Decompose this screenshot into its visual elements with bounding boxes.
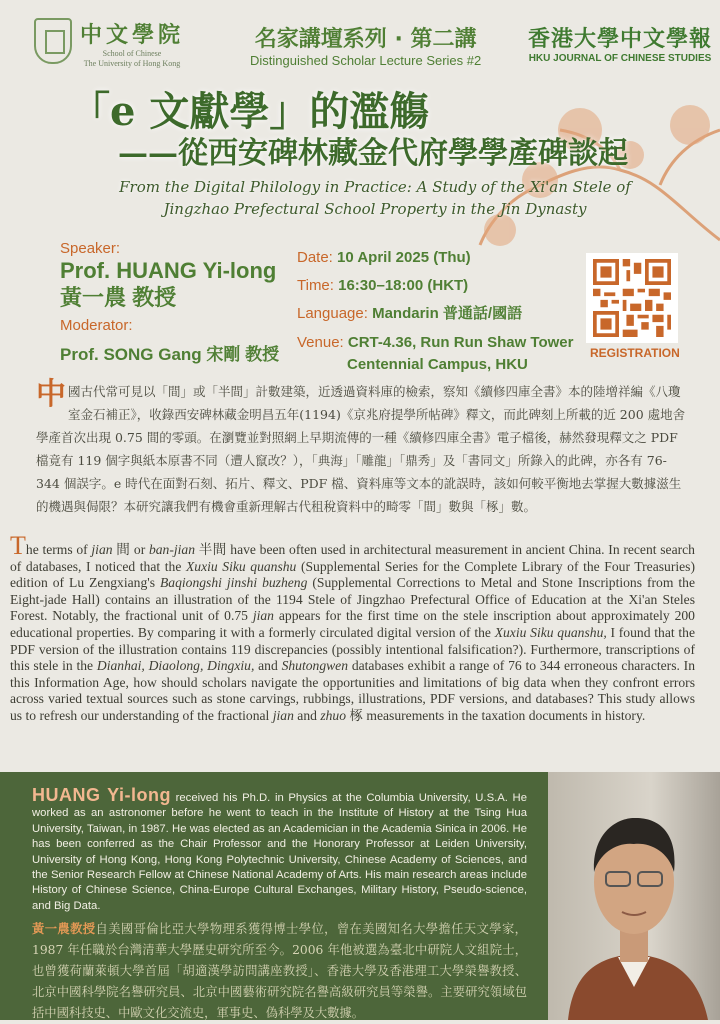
- abstract-en-segment: I found that the PDF version of the illustration contains 119 discrepancies (possibly intentional falsification?). Furthermore, transcriptions of this stele in the: [10, 624, 695, 674]
- biography-en: [32, 785, 527, 914]
- abstract-en-italic-term: ban-jian: [148, 542, 196, 557]
- venue-line-1: CRT-4.36, Run Run Shaw Tower: [347, 334, 574, 351]
- abstract-en-italic-term: jian: [272, 707, 294, 723]
- lecture-series: [250, 22, 481, 68]
- abstract-en-italic-term: jian: [252, 608, 274, 624]
- abstract-en-italic-term: Baqiongshi jinshi buzheng: [159, 575, 308, 591]
- qr-code-icon: [592, 259, 672, 337]
- language-row: [297, 300, 573, 328]
- journal-name-zh: 香港大學中文學報: [528, 26, 713, 51]
- time-value: 16:30–18:00 (HKT): [338, 277, 469, 294]
- drop-cap-en: T: [10, 531, 26, 560]
- time-label: Time:: [297, 277, 334, 294]
- venue-label: Venue:: [297, 334, 344, 351]
- abstract-en-segment: 椓 measurements in the taxation documents in history.: [346, 707, 646, 723]
- lecture-title-en: [30, 176, 720, 220]
- abstract-en-italic-term: Shutongwen: [281, 658, 349, 674]
- abstract-en-italic-term: Dianhai, Diaolong, Dingxiu,: [96, 658, 255, 674]
- date-label: Date:: [297, 249, 333, 266]
- time-row: [297, 272, 573, 300]
- abstract-en-segment: he terms of: [25, 542, 92, 557]
- bio-name-en: HUANG Yi-long: [32, 785, 171, 805]
- bio-name-zh: 黃一農教授: [32, 921, 96, 936]
- speaker-label: Speaker:: [60, 240, 121, 257]
- series-title-en: Distinguished Scholar Lecture Series #2: [250, 53, 482, 68]
- moderator-label: Moderator:: [60, 317, 133, 334]
- abstract-en-text: [10, 542, 695, 723]
- abstract-en-italic-term: Xuxiu Siku quanshu: [185, 558, 297, 574]
- lecture-title-zh: 「e 文獻學」的濫觴: [70, 88, 430, 135]
- registration-label[interactable]: REGISTRATION: [590, 346, 680, 360]
- school-name-zh: 中文學院: [80, 22, 185, 48]
- moderator-name: Prof. SONG Gang 宋剛 教授: [60, 345, 280, 364]
- abstract-en-segment: (Supplemental Series for the Complete Library of the Four Treasuries) edition of Lu Zengxiang's: [10, 558, 695, 591]
- pine-tree-illustration: [420, 100, 720, 250]
- abstract-en-italic-term: jian: [91, 542, 113, 557]
- speaker-photo: [548, 772, 720, 1020]
- abstract-en-segment: 半間 have been often used in architectural measurement in ancient China. In recent search of databases, I noticed that the: [10, 542, 695, 574]
- drop-cap-zh: 中: [36, 377, 66, 412]
- abstract-en-segment: appears for the first time on the stele inscription about approximately 200 educational properties. By comparing it with a formerly circulated digital version of the: [10, 608, 695, 640]
- abstract-en-italic-term: Xuxiu Siku quanshu,: [494, 624, 607, 640]
- biography-zh: [32, 918, 527, 1024]
- journal-logo: [528, 22, 712, 64]
- university-name: The University of Hong Kong: [83, 59, 181, 68]
- event-details: [297, 244, 573, 376]
- abstract-en-segment: databases exhibit a range of 76 to 344 erroneous characters. In this Information Age, how should scholars navigate the opportunities and limitations of big data when they confront errors across varied textual sources such as stone carvings, rubbings, illustrations, PDF versions, and databases? This study allows us to refresh our understanding of the fractional: [10, 658, 696, 723]
- bio-text-zh: 自美國哥倫比亞大學物理系獲得博士學位，曾在美國知名大學擔任天文學家，1987 年任職於台灣清華大學歷史研究所至今。2006 年他被選為臺北中研院人文組院士，也曾獲荷蘭萊頓大學首屆「胡適漢學訪問講座教授」、香港大學及香港理工大學榮譽教授、北京中國科學院名譽研究員、北京中國藝術研究院名譽高級研究員等榮譽。主要研究領域包括中國科技史、中歐文化交流史，軍事史、偽科學及大數據。: [32, 922, 527, 1020]
- hku-crest-icon: [34, 18, 72, 64]
- abstract-zh-text: 國古代常可見以「間」或「半間」計數建築，近透過資料庫的檢索，察知《續修四庫全書》本的陸增祥編《八瓊室金石補正》，收錄西安碑林藏金明昌五年(1194)《京兆府提學所帖碑》釋文，而此碑刻上所載的近 200 處地舍學產首次出現 0.75 間的零頭。在瀏覽並對照網上早期流傳的一種《續修四庫全書》電子檔後，赫然發現釋文之 PDF 檔竟有 119 個字與紙本原書不同（遭人竄改？），「典海」「雕龍」「鼎秀」及「書同文」所錄入的此碑，亦各有 76-344 個誤字。e 時代在面對石刻、拓片、釋文、PDF 檔、資料庫等文本的訛誤時，該如何較平衡地去掌握大數據滋生的機遇與侷限？本研究讓我們有機會重新理解古代租稅資料中的畸零「間」數與「椓」數。: [36, 384, 686, 514]
- venue-line-2: Centennial Campus, HKU: [347, 356, 528, 373]
- lecture-subtitle-zh: ——從西安碑林藏金代府學學產碑談起: [118, 136, 628, 171]
- language-label: Language:: [297, 305, 368, 322]
- abstract-en-segment: 間 or: [112, 542, 149, 557]
- school-of-chinese-logo: [34, 18, 184, 69]
- language-value: Mandarin 普通話/國語: [372, 305, 523, 322]
- title-en-line-2: Jingzhao Prefectural School Property in the Jin Dynasty: [163, 200, 587, 218]
- abstract-en-segment: and: [293, 707, 321, 723]
- date-row: [297, 244, 573, 272]
- abstract-en: [10, 531, 696, 725]
- bio-text-en: received his Ph.D. in Physics at the Columbia University, U.S.A. He worked as an astronomer before he went to teach in the Institute of History at the Tsing Hua University, Taiwan, in 1987. He was elected as an Academician in the Academia Sinica in 2006. He has been conferred as the Chair Professor and the Honorary Professor at Leiden University, University of Hong Kong, Hong Kong Polytechnic University, Chinese Academy of Sciences, and the Senior Research Fellow at Chinese National Academy of Arts. His main research areas include History of Chinese Science, China-Europe Cultural Exchanges, Military History, Pseudo-science, and Big Data.: [32, 792, 527, 912]
- registration-qr-code[interactable]: [586, 253, 678, 343]
- speaker-name-en: Prof. HUANG Yi-long: [60, 258, 277, 283]
- date-value: 10 April 2025 (Thu): [337, 249, 471, 266]
- abstract-en-segment: (Supplemental Corrections to Metal and Stone Inscriptions from the Eight-jade Hall) contains an illustration of the 1194 Stele of Jingzhao Prefectural Office of Education at the Xi'an Steles Forest. Notably, the fractional unit of 0.75: [10, 575, 695, 624]
- abstract-en-segment: and: [254, 658, 282, 674]
- abstract-en-italic-term: zhuo: [320, 707, 347, 723]
- speaker-portrait-icon: [548, 772, 720, 1020]
- speaker-name-zh: 黃一農 教授: [60, 285, 177, 310]
- journal-name-en: HKU JOURNAL OF CHINESE STUDIES: [528, 53, 712, 64]
- venue-row: [297, 332, 573, 376]
- series-title-zh: 名家講壇系列 · 第二講: [254, 27, 477, 52]
- abstract-zh: [36, 377, 686, 518]
- speaker-block: [60, 240, 279, 365]
- title-en-line-1: From the Digital Philology in Practice: A Study of the Xi'an Stele of: [119, 178, 631, 196]
- school-name-en: School of Chinese: [102, 49, 162, 58]
